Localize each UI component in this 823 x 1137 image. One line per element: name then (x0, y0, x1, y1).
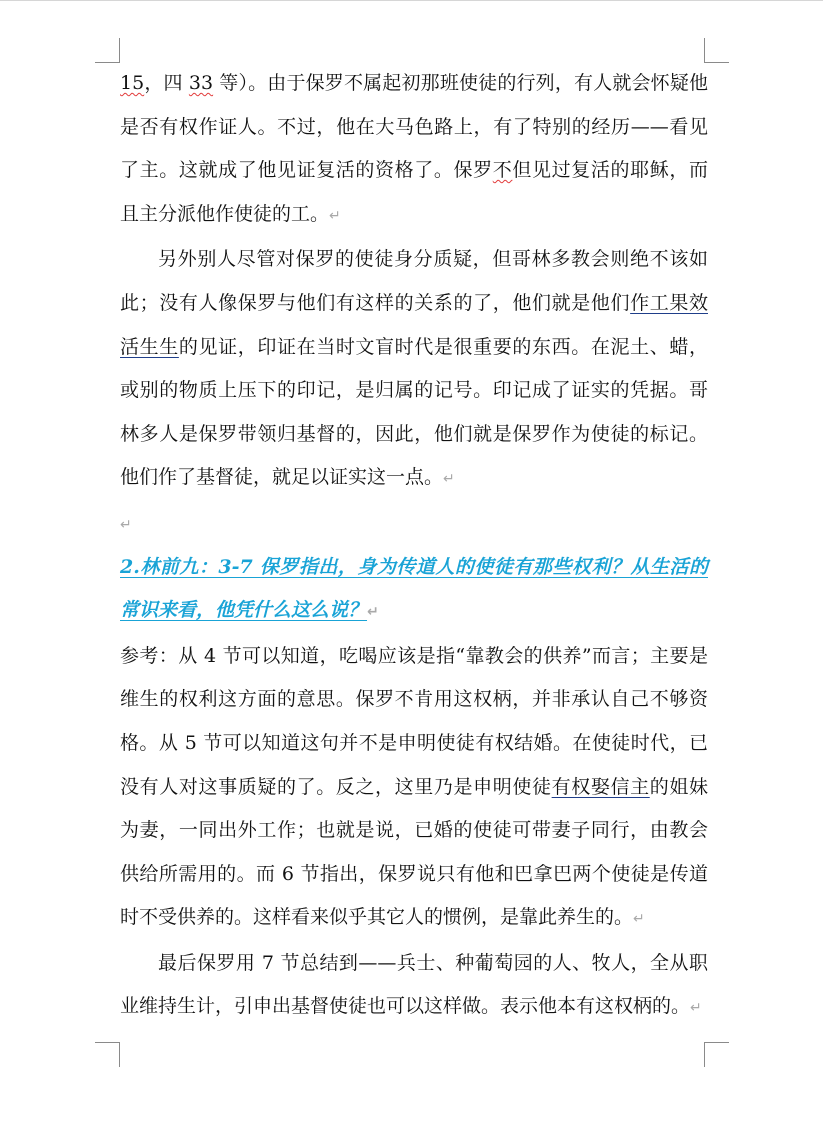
text-run: 但见过复活的耶稣，而且主分派他作使徒的工。 (120, 159, 708, 225)
text-run: 最后保罗用 7 节总结到——兵士、种葡萄园的人、牧人，全从职业维持生计，引申出基督使徒也可以这样做。表示他本有这权柄的。 (120, 951, 708, 1018)
paragraph-mark-icon: ↵ (367, 604, 379, 621)
paragraph-mark-icon: ↵ (443, 471, 455, 488)
underlined-phrase: 作工果效活生生 (120, 291, 708, 358)
crop-mark-top-left (95, 38, 120, 63)
question-heading[interactable] (120, 546, 708, 635)
paragraph-1[interactable] (120, 62, 708, 238)
paragraph-4[interactable] (120, 942, 708, 1031)
paragraph-2[interactable] (120, 238, 708, 502)
text-run: ，四 (144, 72, 189, 94)
paragraph-mark-icon: ↵ (690, 1000, 702, 1017)
text-run: 的见证，印证在当时文盲时代是很重要的东西。在泥土、蜡，或别的物质上压下的印记，是归属的记号。印记成了证实的凭据。哥林多人是保罗带领归基督的，因此，他们就是保罗作为使徒的标记。他们作了基督徒，就足以证实这一点。 (120, 335, 708, 489)
spellcheck-flag: 15 (120, 72, 145, 94)
top-border-line (0, 0, 823, 1)
heading-text: 2.林前九：3-7 保罗指出，身为传道人的使徒有那些权利？从生活的常识来看，他凭什么这么说？ (120, 555, 708, 622)
text-run: 的姐妹为妻，一同出外工作；也就是说，已婚的使徒可带妻子同行，由教会供给所需用的。而 6 节指出，保罗说只有他和巴拿巴两个使徒是传道时不受供养的。这样看来似乎其它人的惯例，是靠此养生的。 (120, 775, 708, 929)
text-run: 参考：从 4 节可以知道，吃喝应该是指“靠教会的供养”而言；主要是维生的权利这方面的意思。保罗不肯用这权柄，并非承认自己不够资格。从 5 节可以知道这句并不是申明使徒有权结婚。在使徒时代，已没有人对这事质疑的了。反之，这里乃是申明使徒 (120, 644, 708, 798)
text-run: 等）。由于保罗不属起初那班使徒的行列，有人就会怀疑他是否有权作证人。不过，他在大马色路上，有了特别的经历——看见了主。这就成了他见证复活的资格了。保罗 (120, 72, 708, 182)
spellcheck-flag: 不 (492, 159, 513, 182)
empty-paragraph[interactable] (120, 502, 708, 546)
crop-mark-top-right (704, 38, 729, 63)
text-run: 另外别人尽管对保罗的使徒身分质疑，但哥林多教会则绝不该如此；没有人像保罗与他们有这样的关系的了，他们就是他们 (120, 248, 708, 314)
paragraph-3[interactable] (120, 635, 708, 942)
spellcheck-flag: 33 (188, 72, 214, 94)
crop-mark-bottom-right (704, 1042, 729, 1067)
paragraph-mark-icon: ↵ (120, 516, 132, 533)
paragraph-mark-icon: ↵ (633, 911, 645, 928)
document-body[interactable] (120, 62, 708, 1031)
paragraph-mark-icon: ↵ (329, 207, 341, 224)
underlined-phrase: 有权娶信主 (551, 775, 650, 798)
crop-mark-bottom-left (95, 1042, 120, 1067)
